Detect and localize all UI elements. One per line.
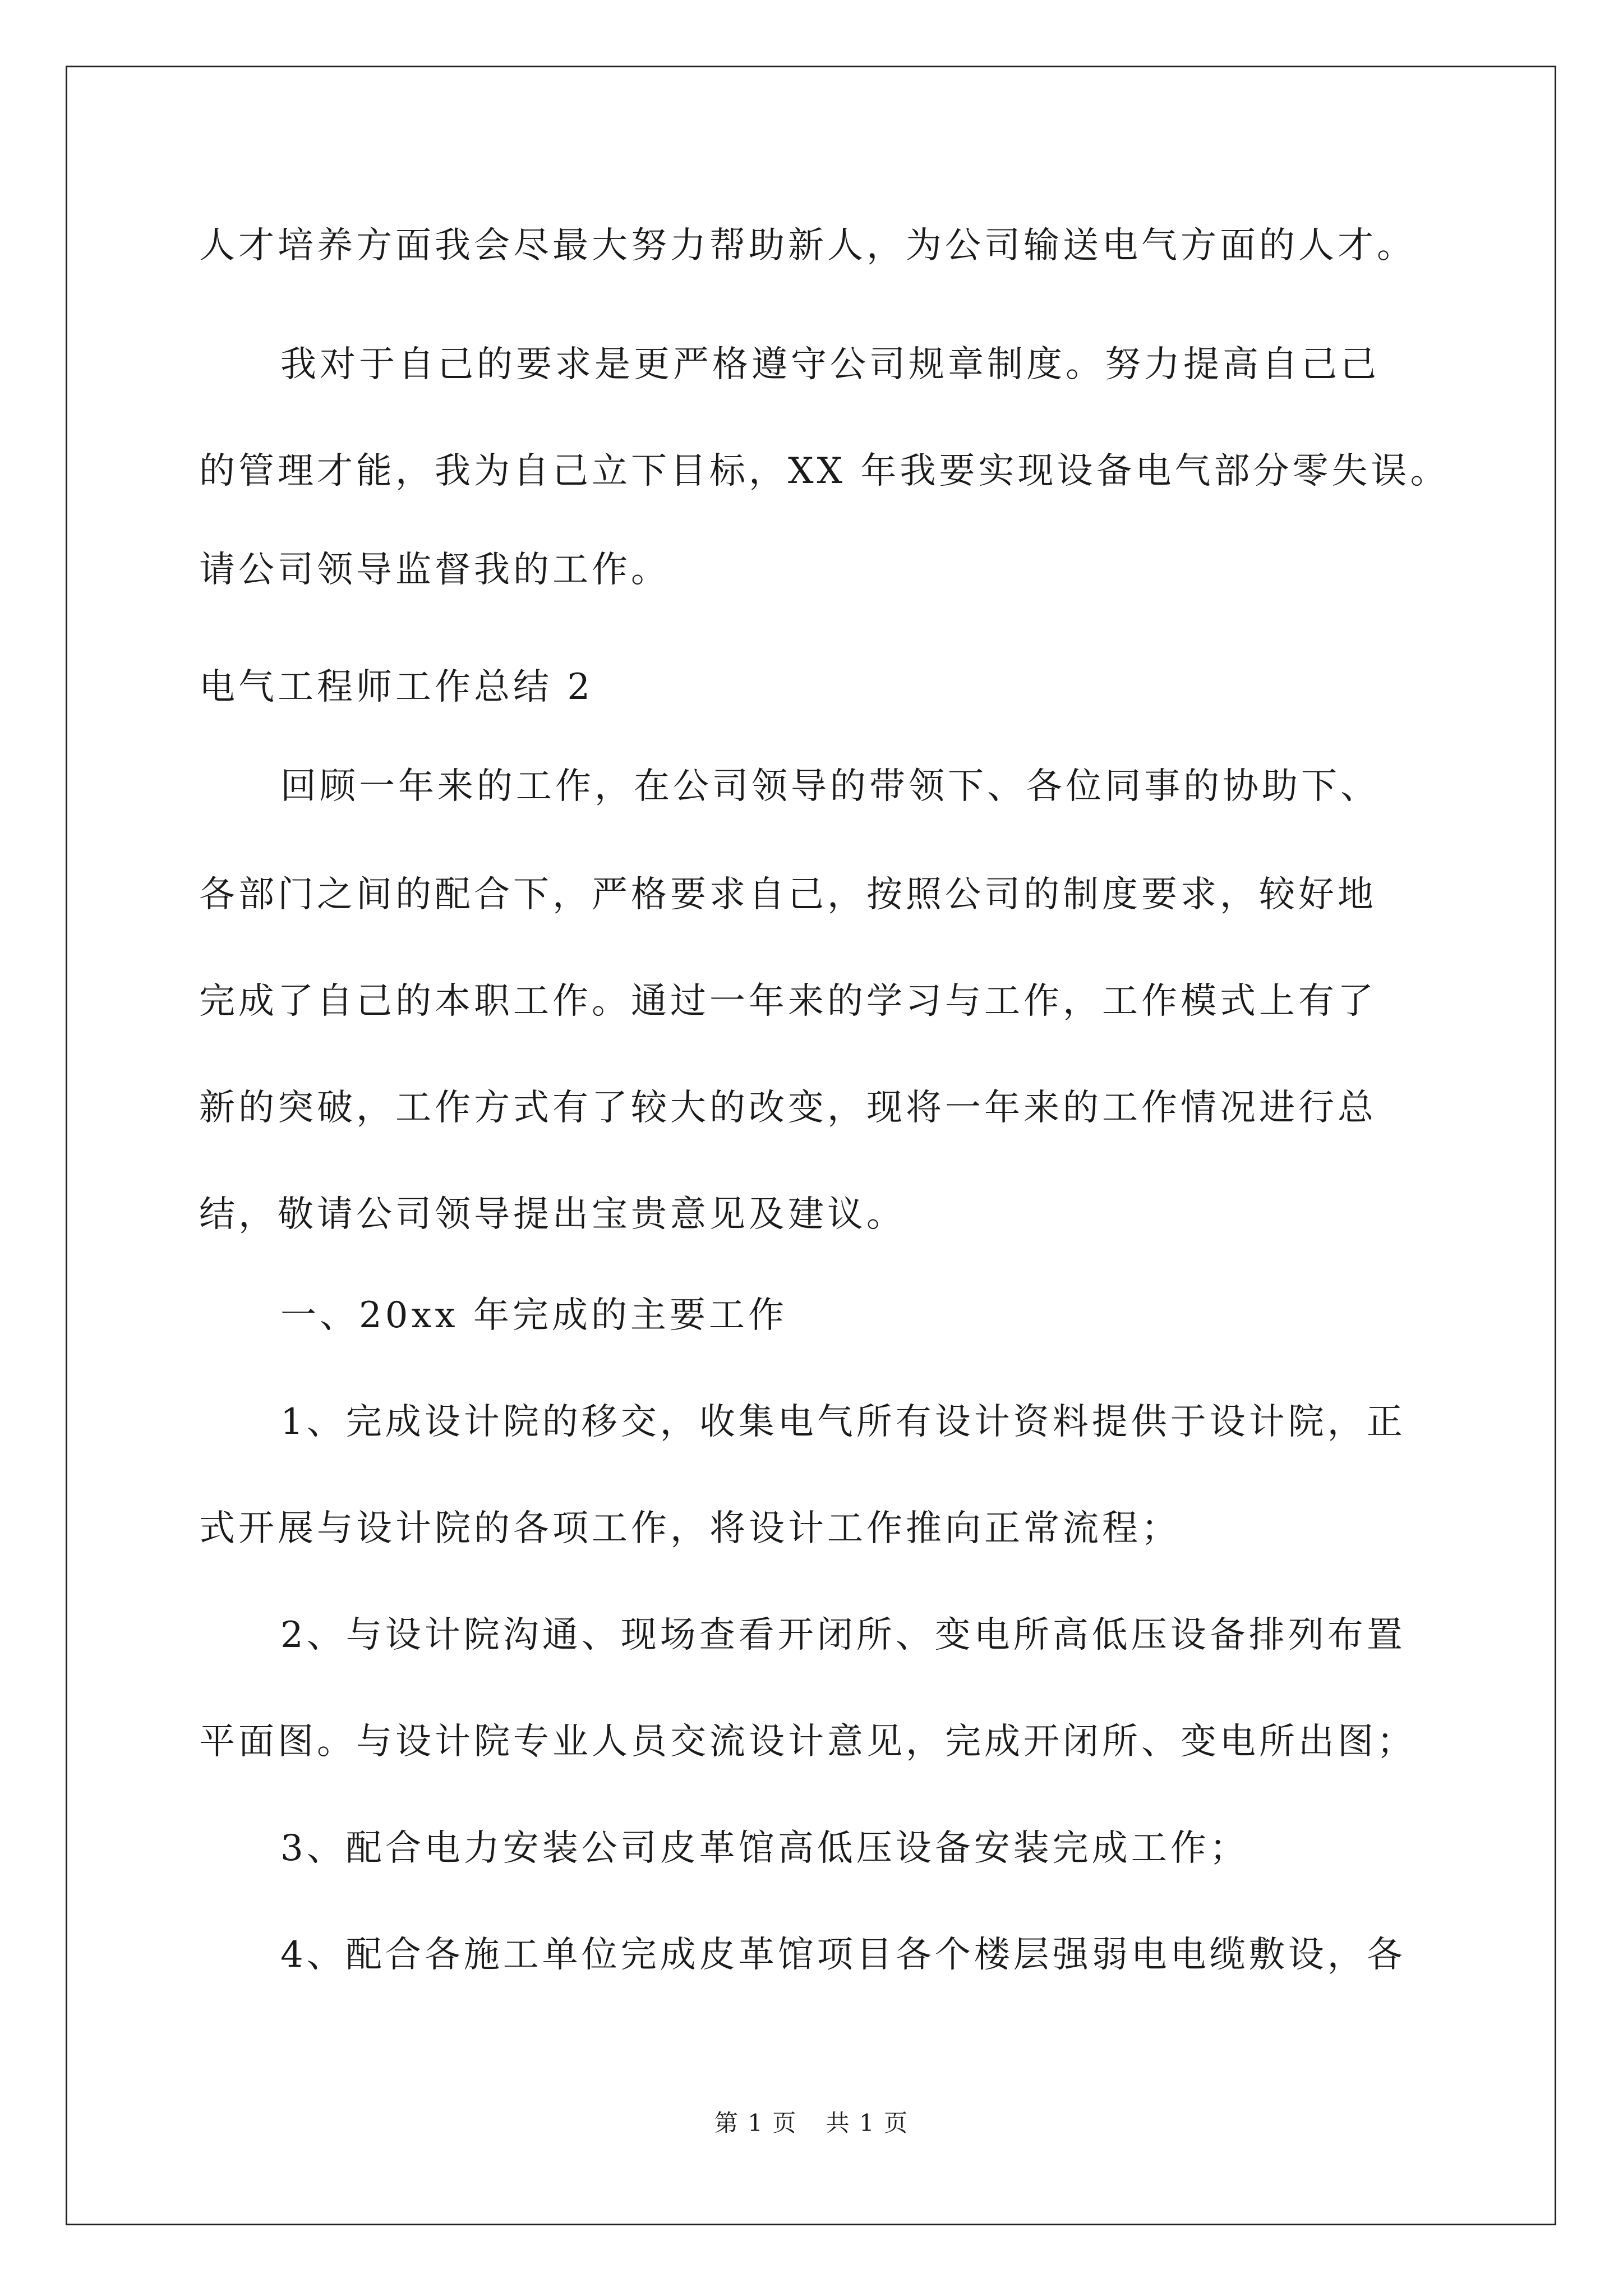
- text-line: 1、完成设计院的移交，收集电气所有设计资料提供于设计院，正: [280, 1401, 1406, 1443]
- page-footer: [0, 2108, 1623, 2139]
- text-line: 各部门之间的配合下，严格要求自己，按照公司的制度要求，较好地: [199, 874, 1377, 915]
- text-line: 的管理才能，我为自己立下目标，XX 年我要实现设备电气部分零失误。: [199, 450, 1450, 492]
- page-border: [66, 66, 1556, 2225]
- section-title: 电气工程师工作总结 2: [199, 666, 594, 708]
- text-line: 2、与设计院沟通、现场查看开闭所、变电所高低压设备排列布置: [280, 1614, 1406, 1656]
- text-line: 完成了自己的本职工作。通过一年来的学习与工作，工作模式上有了: [199, 981, 1377, 1022]
- subheading: 一、20xx 年完成的主要工作: [280, 1295, 787, 1336]
- text-line: 4、配合各施工单位完成皮革馆项目各个楼层强弱电电缆敷设，各: [280, 1934, 1406, 1976]
- text-line: 回顾一年来的工作，在公司领导的带领下、各位同事的协助下、: [280, 766, 1380, 807]
- text-line: 平面图。与设计院专业人员交流设计意见，完成开闭所、变电所出图；: [199, 1721, 1416, 1763]
- text-line: 式开展与设计院的各项工作，将设计工作推向正常流程；: [199, 1508, 1181, 1549]
- text-line: 结，敬请公司领导提出宝贵意见及建议。: [199, 1194, 906, 1235]
- text-line: 新的突破，工作方式有了较大的改变，现将一年来的工作情况进行总: [199, 1087, 1377, 1129]
- text-line: 人才培养方面我会尽最大努力帮助新人，为公司输送电气方面的人才。: [199, 225, 1416, 266]
- text-line: 我对于自己的要求是更严格遵守公司规章制度。努力提高自己己: [280, 344, 1380, 385]
- page-total: 共 1 页: [826, 2109, 909, 2137]
- page-number: 第 1 页: [714, 2109, 797, 2137]
- text-line: 请公司领导监督我的工作。: [199, 549, 670, 591]
- text-line: 3、配合电力安装公司皮革馆高低压设备安装完成工作；: [280, 1828, 1249, 1869]
